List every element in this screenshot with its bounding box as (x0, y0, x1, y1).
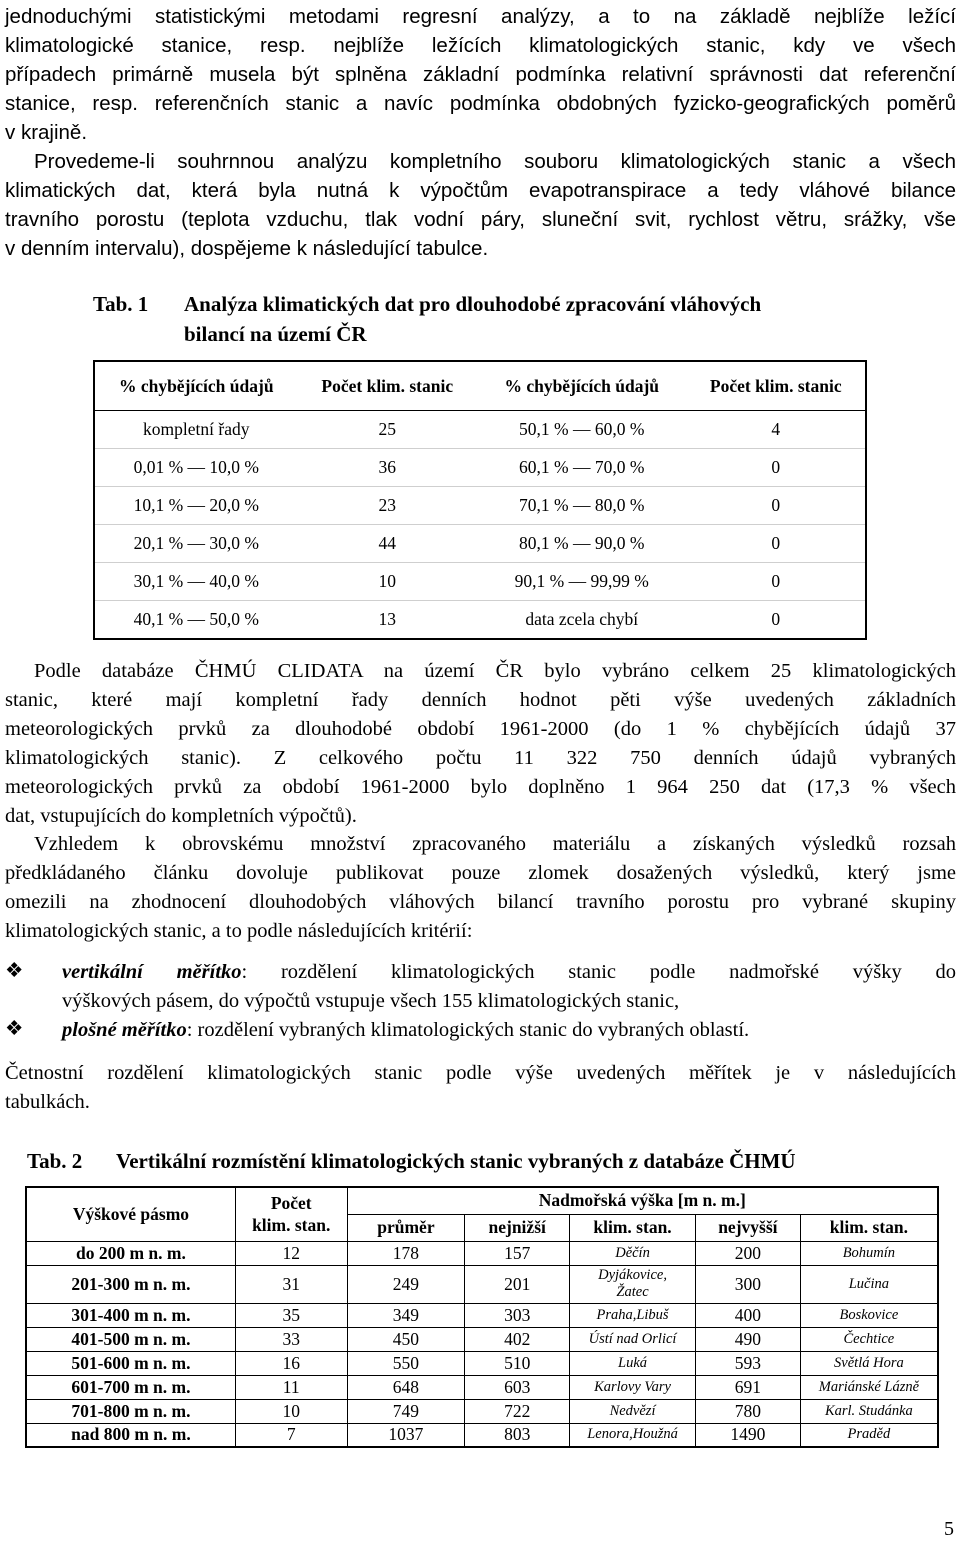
table-cell: Čechtice (800, 1327, 938, 1351)
bullet-item-1 (62, 958, 956, 1016)
table-cell: 11 (235, 1375, 347, 1399)
table-cell: Bohumín (800, 1241, 938, 1265)
table-cell: Karl. Studánka (800, 1399, 938, 1423)
table-cell: 12 (235, 1241, 347, 1265)
bullet-text: : rozdělení vybraných klimatologických stanic do vybraných oblastí. (186, 1019, 750, 1041)
table-cell: 40,1 % — 50,0 % (133, 609, 259, 629)
table-2-subheader: nejvyšší (695, 1214, 800, 1241)
bullet-term: vertikální měřítko (62, 961, 242, 983)
table-cell: Lenora,Houžná (570, 1423, 696, 1447)
paragraph-2 (5, 147, 956, 263)
table-cell: 249 (347, 1265, 465, 1303)
table-1 (93, 360, 867, 640)
table-cell: 7 (235, 1423, 347, 1447)
table-row (94, 601, 866, 640)
table-cell: 691 (695, 1375, 800, 1399)
text-line: klimatologických stanic). Z celkového počtu 11 322 750 denních údajů vybraných (5, 747, 956, 769)
text-line: meteorologických prvků za období 1961-2000 bylo doplněno 1 964 250 dat (17,3 % všech (5, 776, 956, 798)
table-cell: 0 (771, 609, 781, 629)
table-row (94, 563, 866, 601)
table-1-header: % chybějících údajů (477, 361, 687, 411)
text-line: Podle databáze ČHMÚ CLIDATA na území ČR bylo vybráno celkem 25 klimatologických (34, 660, 956, 682)
text-line: klimatických dat, která byla nutná k výpočtům evapotranspirace a tedy vláhové bilance (5, 179, 956, 202)
text-line: meteorologických prvků za dlouhodobé období 1961-2000 (do 1 % chybějících údajů 37 (5, 718, 956, 740)
diamond-bullet-icon: ❖ (5, 1018, 24, 1040)
table-cell: 20,1 % — 30,0 % (94, 525, 298, 563)
table-row (26, 1351, 938, 1375)
table-cell: 803 (465, 1423, 570, 1447)
table-cell: Mariánské Lázně (800, 1375, 938, 1399)
text-line: předkládaného článku dovoluje publikovat pouze zlomek dosažených výsledků, který jsme (5, 862, 956, 884)
table-row (26, 1303, 938, 1327)
table-cell: 70,1 % — 80,0 % (477, 487, 687, 525)
table-2-header (235, 1187, 347, 1241)
table-cell: 601-700 m n. m. (26, 1375, 235, 1399)
table-cell: 303 (465, 1303, 570, 1327)
table-row (26, 1375, 938, 1399)
text-line: Četnostní rozdělení klimatologických stanic podle výše uvedených měřítek je v následujících (5, 1062, 956, 1084)
table-row (26, 1265, 938, 1303)
table-2-header-row (26, 1187, 938, 1214)
table-cell: do 200 m n. m. (26, 1241, 235, 1265)
paragraph-4 (5, 830, 956, 946)
table-cell: 400 (695, 1303, 800, 1327)
table-cell: 780 (695, 1399, 800, 1423)
table-cell: Dyjákovice, Žatec (570, 1265, 696, 1303)
table-cell: 60,1 % — 70,0 % (477, 449, 687, 487)
table-2-subheader: klim. stan. (800, 1214, 938, 1241)
text-line: Vzhledem k obrovskému množství zpracovaného materiálu a získaných výsledků rozsah (34, 833, 956, 855)
table-cell: 10 (298, 563, 477, 601)
table-cell: Světlá Hora (800, 1351, 938, 1375)
table-cell: 450 (347, 1327, 465, 1351)
table-cell: Karlovy Vary (570, 1375, 696, 1399)
table-1-header-row (94, 361, 866, 411)
table-cell: Ústí nad Orlicí (570, 1327, 696, 1351)
table-cell: 603 (465, 1375, 570, 1399)
table-cell: 1037 (347, 1423, 465, 1447)
table-cell: 593 (695, 1351, 800, 1375)
table-1-title (184, 289, 904, 349)
table-cell: 16 (235, 1351, 347, 1375)
table-cell: 0 (687, 449, 867, 487)
table-2-subheader: klim. stan. (570, 1214, 696, 1241)
table-1-title-line: bilancí na území ČR (184, 322, 367, 346)
table-row (26, 1423, 938, 1447)
table-2-title: Vertikální rozmístění klimatologických stanic vybraných z databáze ČHMÚ (116, 1149, 796, 1173)
paragraph-1 (5, 2, 956, 147)
table-cell: 0 (687, 487, 867, 525)
table-cell: 722 (465, 1399, 570, 1423)
table-cell: 44 (298, 525, 477, 563)
text-line: stanic, které mají kompletní řady denních hodnot pěti výše uvedených základních (5, 689, 956, 711)
table-cell: 501-600 m n. m. (26, 1351, 235, 1375)
table-1-header: Počet klim. stanic (298, 361, 477, 411)
table-cell: Praděd (800, 1423, 938, 1447)
table-cell: 349 (347, 1303, 465, 1327)
text-line: stanice, resp. referenčních stanic a navíc podmínka obdobných fyzicko-geografických poměrů (5, 92, 956, 115)
header-line: klim. stan. (252, 1215, 331, 1236)
paragraph-5 (5, 1059, 956, 1117)
text-line: tabulkách. (5, 1091, 90, 1113)
table-cell: 201 (465, 1265, 570, 1303)
table-cell: 401-500 m n. m. (26, 1327, 235, 1351)
table-cell: 157 (465, 1241, 570, 1265)
table-cell: 25 (298, 411, 477, 449)
table-2 (25, 1186, 939, 1448)
text-line: v krajině. (5, 121, 88, 144)
table-2-header: Výškové pásmo (26, 1187, 235, 1241)
table-cell: Boskovice (800, 1303, 938, 1327)
text-line: v denním intervalu), dospějeme k následující tabulce. (5, 237, 489, 260)
table-cell: 0 (687, 563, 867, 601)
table-2-subheader: nejnižší (465, 1214, 570, 1241)
table-cell: Lučina (800, 1265, 938, 1303)
text-line: klimatologické stanice, resp. nejblíže ležících klimatologických stanic, kdy ve všech (5, 34, 956, 57)
table-cell: 300 (695, 1265, 800, 1303)
bullet-item-2 (62, 1016, 956, 1045)
bullet-term: plošné měřítko (62, 1019, 187, 1041)
table-cell: 749 (347, 1399, 465, 1423)
table-cell: 648 (347, 1375, 465, 1399)
table-1-title-line: Analýza klimatických dat pro dlouhodobé zpracování vláhových (184, 292, 762, 316)
diamond-bullet-icon: ❖ (5, 960, 24, 982)
table-1-label: Tab. 1 (93, 292, 149, 316)
table-cell: 200 (695, 1241, 800, 1265)
bullet-text: výškových pásem, do výpočtů vstupuje všech 155 klimatologických stanic, (62, 990, 680, 1012)
table-cell: kompletní řady (94, 411, 298, 449)
table-cell: 23 (298, 487, 477, 525)
text-line: případech primárně musela být splněna základní podmínka relativní správnosti dat referenční (5, 63, 956, 86)
table-cell: 402 (465, 1327, 570, 1351)
paragraph-3 (5, 657, 956, 831)
table-row (94, 487, 866, 525)
text-line: Provedeme-li souhrnnou analýzu kompletního souboru klimatologických stanic a všech (34, 150, 956, 173)
table-cell: 10 (235, 1399, 347, 1423)
table-cell: 33 (235, 1327, 347, 1351)
table-cell: 490 (695, 1327, 800, 1351)
table-cell: 31 (235, 1265, 347, 1303)
table-row (26, 1327, 938, 1351)
table-cell: Nedvězí (570, 1399, 696, 1423)
table-cell: 80,1 % — 90,0 % (477, 525, 687, 563)
table-cell: 178 (347, 1241, 465, 1265)
table-cell: Děčín (570, 1241, 696, 1265)
table-row (26, 1399, 938, 1423)
table-cell: 550 (347, 1351, 465, 1375)
table-cell: 13 (378, 609, 397, 629)
table-cell: 4 (687, 411, 867, 449)
table-cell: 1490 (695, 1423, 800, 1447)
table-cell: 510 (465, 1351, 570, 1375)
table-cell: 10,1 % — 20,0 % (94, 487, 298, 525)
table-row (26, 1241, 938, 1265)
table-cell: nad 800 m n. m. (26, 1423, 235, 1447)
table-cell: Praha,Libuš (570, 1303, 696, 1327)
text-line: jednoduchými statistickými metodami regresní analýzy, a to na základě nejblíže ležící (5, 5, 956, 28)
text-line: klimatologických stanic, a to podle následujících kritérií: (5, 920, 473, 942)
table-cell: 90,1 % — 99,99 % (477, 563, 687, 601)
text-line: dat, vstupujících do kompletních výpočtů). (5, 805, 357, 827)
table-cell: 0,01 % — 10,0 % (94, 449, 298, 487)
table-1-header: % chybějících údajů (94, 361, 298, 411)
table-cell: 36 (298, 449, 477, 487)
table-1-header: Počet klim. stanic (687, 361, 867, 411)
table-cell: 301-400 m n. m. (26, 1303, 235, 1327)
page-number: 5 (944, 1518, 954, 1540)
table-2-subheader: průměr (347, 1214, 465, 1241)
table-row (94, 525, 866, 563)
header-line: Počet (270, 1193, 312, 1214)
table-2-header: Nadmořská výška [m n. m.] (347, 1187, 938, 1214)
bullet-text: : rozdělení klimatologických stanic podle nadmořské výšky do (241, 961, 956, 983)
table-cell: 701-800 m n. m. (26, 1399, 235, 1423)
text-line: travního porostu (teplota vzduchu, tlak vodní páry, sluneční svit, rychlost větru, srážky, vše (5, 208, 956, 231)
table-row (94, 411, 866, 449)
text-line: omezili na zhodnocení dlouhodobých vláhových bilancí travního porostu pro vybrané skupiny (5, 891, 956, 913)
table-2-label: Tab. 2 (27, 1149, 83, 1173)
table-cell: 30,1 % — 40,0 % (94, 563, 298, 601)
table-cell: 201-300 m n. m. (26, 1265, 235, 1303)
table-cell: 35 (235, 1303, 347, 1327)
table-cell: Luká (570, 1351, 696, 1375)
table-cell: 0 (687, 525, 867, 563)
table-cell: 50,1 % — 60,0 % (477, 411, 687, 449)
table-row (94, 449, 866, 487)
table-cell: data zcela chybí (525, 609, 639, 629)
